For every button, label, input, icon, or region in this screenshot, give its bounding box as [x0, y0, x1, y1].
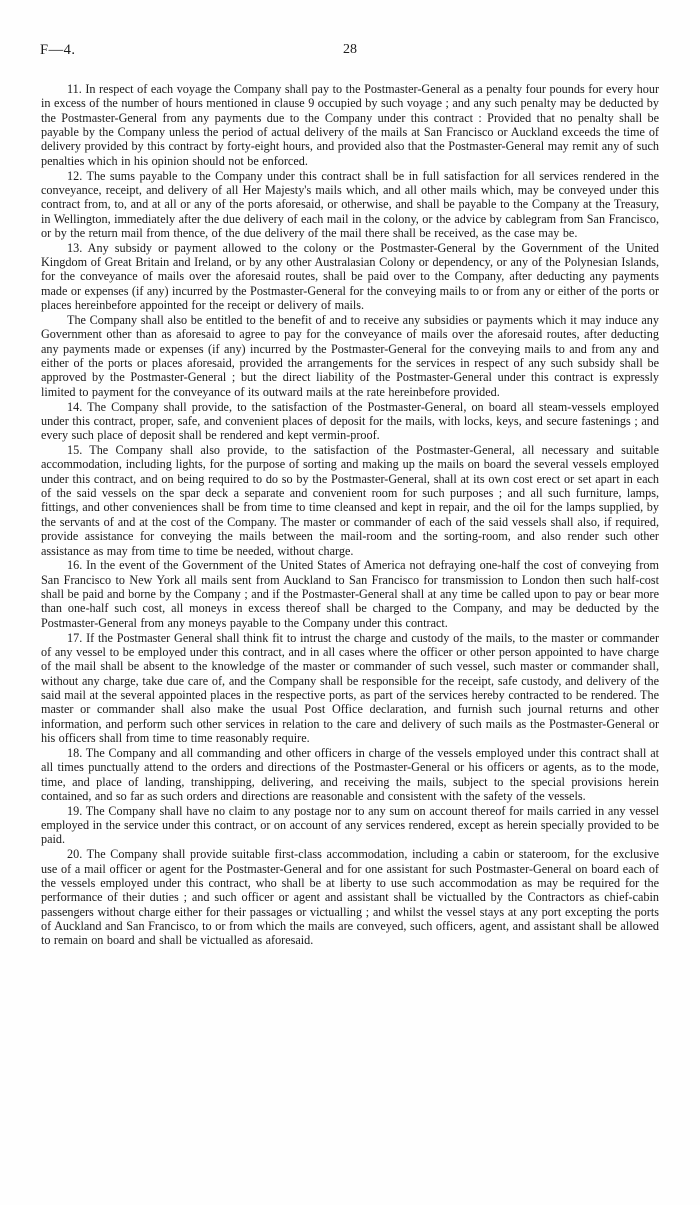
paragraph-13-continued: The Company shall also be entitled to the benefit of and to receive any subsidies or payments which it may induce any Government other than as aforesaid to agree to pay for the conveyance of mails over the aforesaid routes, after deducting any payments made or expenses (if any) incurred by the Postmaster-General for the conveying mails to and from any and either of the ports or places aforesaid, provided the arrangements for the services in respect of any such subsidy shall be approved by the Postmaster-General ; but the direct liability of the Postmaster-General under this contract is expressly limited to payment for the conveyance of its outward mails at the rate hereinbefore provided. — [41, 313, 659, 399]
document-body — [41, 82, 659, 948]
paragraph-19: 19. The Company shall have no claim to any postage nor to any sum on account thereof for mails carried in any vessel employed in the service under this contract, or on account of any services rendered, except as herein specially provided to be paid. — [41, 803, 659, 847]
paragraph-15: 15. The Company shall also provide, to the satisfaction of the Postmaster-General, all necessary and suitable accommodation, including lights, for the purpose of sorting and making up the mails on board the several vessels employed under this contract, and on being required to do so by the Postmaster-General, shall at its own cost erect or set apart in each of the said vessels on the spar deck a separate and convenient room for such purposes ; and all such furniture, lamps, fittings, and other conveniences shall be from time to time cleansed and kept in repair, and the oil for the lamps supplied, by the servants of and at the cost of the Company. The master or commander of each of the said vessels shall also, if required, provide assistance for conveying the mails between the mail-room and the sorting-room, and also render such other assistance as may from time to time be needed, without charge. — [41, 443, 659, 558]
paragraph-20: 20. The Company shall provide suitable first-class accommodation, including a cabin or stateroom, for the exclusive use of a mail officer or agent for the Postmaster-General and for one assistant for such Postmaster-General on board each of the vessels employed under this contract, who shall be at liberty to use such accommodation as may be required for the performance of their duties ; and such officer or agent and assistant shall be victualled by the Contractors as chief-cabin passengers without charge either for their passages or victualling ; and whilst the vessel stays at any port excepting the ports of Auckland and San Francisco, to or from which the mails are conveyed, such officers, agent, and assistant shall be allowed to remain on board and shall be victualled as aforesaid. — [41, 847, 659, 948]
paragraph-11: 11. In respect of each voyage the Company shall pay to the Postmaster-General as a penalty four pounds for every hour in excess of the number of hours mentioned in clause 9 occupied by such voyage ; and any such penalty may be deducted by the Postmaster-General from any payments due to the Company under this contract : Provided that no penalty shall be payable by the Company unless the period of actual delivery of the mails at San Francisco or Auckland exceeds the time of delivery provided by this contract by forty-eight hours, and provided also that the Postmaster-General may remit any of such penalties which in his opinion should not be enforced. — [41, 82, 659, 168]
page-header — [40, 42, 660, 62]
document-reference-label: F—4. — [40, 42, 76, 58]
paragraph-14: 14. The Company shall provide, to the satisfaction of the Postmaster-General, on board all steam-vessels employed under this contract, proper, safe, and convenient places of deposit for the mails, with locks, keys, and secure fastenings ; and every such place of deposit shall be rendered and kept vermin-proof. — [41, 399, 659, 443]
paragraph-17: 17. If the Postmaster General shall think fit to intrust the charge and custody of the mails, to the master or commander of any vessel to be employed under this contract, and in all cases where the officer or other person appointed to have charge of the mail shall be absent to the knowledge of the master or commander of such vessel, such master or commander shall, without any charge, take due care of, and the Company shall be responsible for the receipt, safe custody, and delivery of the said mail at the several appointed places in the respective ports, as part of the services hereby contracted to be rendered. The master or commander shall also make the usual Post Office declaration, and furnish such journal returns and other information, and perform such other services in relation to the care and delivery of such mails as the Postmaster-General or his officers shall from time to time reasonably require. — [41, 630, 659, 745]
paragraph-13: 13. Any subsidy or payment allowed to the colony or the Postmaster-General by the Government of the United Kingdom of Great Britain and Ireland, or by any other Australasian Colony or dependency, or any of the Polynesian Islands, for the conveyance of mails over the aforesaid routes, shall be paid over to the Company, after deducting any payments made or expenses (if any) incurred by the Postmaster-General for the conveying mails to or from any or either of the ports or places hereinbefore appointed for the receipt or delivery of mails. — [41, 240, 659, 313]
paragraph-16: 16. In the event of the Government of the United States of America not defraying one-half the cost of conveying from San Francisco to New York all mails sent from Auckland to San Francisco for transmission to London then such half-cost shall be paid and borne by the Company ; and if the Postmaster-General shall at any time be called upon to pay or bear more than one-half such cost, all moneys in excess thereof shall be charged to the Company, and may be deducted by the Postmaster-General from any moneys payable to the Company under this contract. — [41, 558, 659, 630]
page-number: 28 — [343, 42, 357, 57]
paragraph-12: 12. The sums payable to the Company under this contract shall be in full satisfaction for all services rendered in the conveyance, receipt, and delivery of all Her Majesty's mails which, and all other mails which, may be conveyed under this contract from, to, and at all or any of the ports aforesaid, or otherwise, and shall be payable to the Company at the Treasury, in Wellington, immediately after the due delivery of each mail in the colony, or the advice by cablegram from San Francisco, or by the return mail from thence, of the due delivery of the mail there shall be received, as the case may be. — [41, 168, 659, 240]
paragraph-18: 18. The Company and all commanding and other officers in charge of the vessels employed under this contract shall at all times punctually attend to the orders and directions of the Postmaster-General or his officers or agents, as to the mode, time, and place of landing, transhipping, delivering, and receiving the mails, subject to the special provisions herein contained, and so far as such orders and directions are reasonable and consistent with the safety of the vessels. — [41, 745, 659, 803]
